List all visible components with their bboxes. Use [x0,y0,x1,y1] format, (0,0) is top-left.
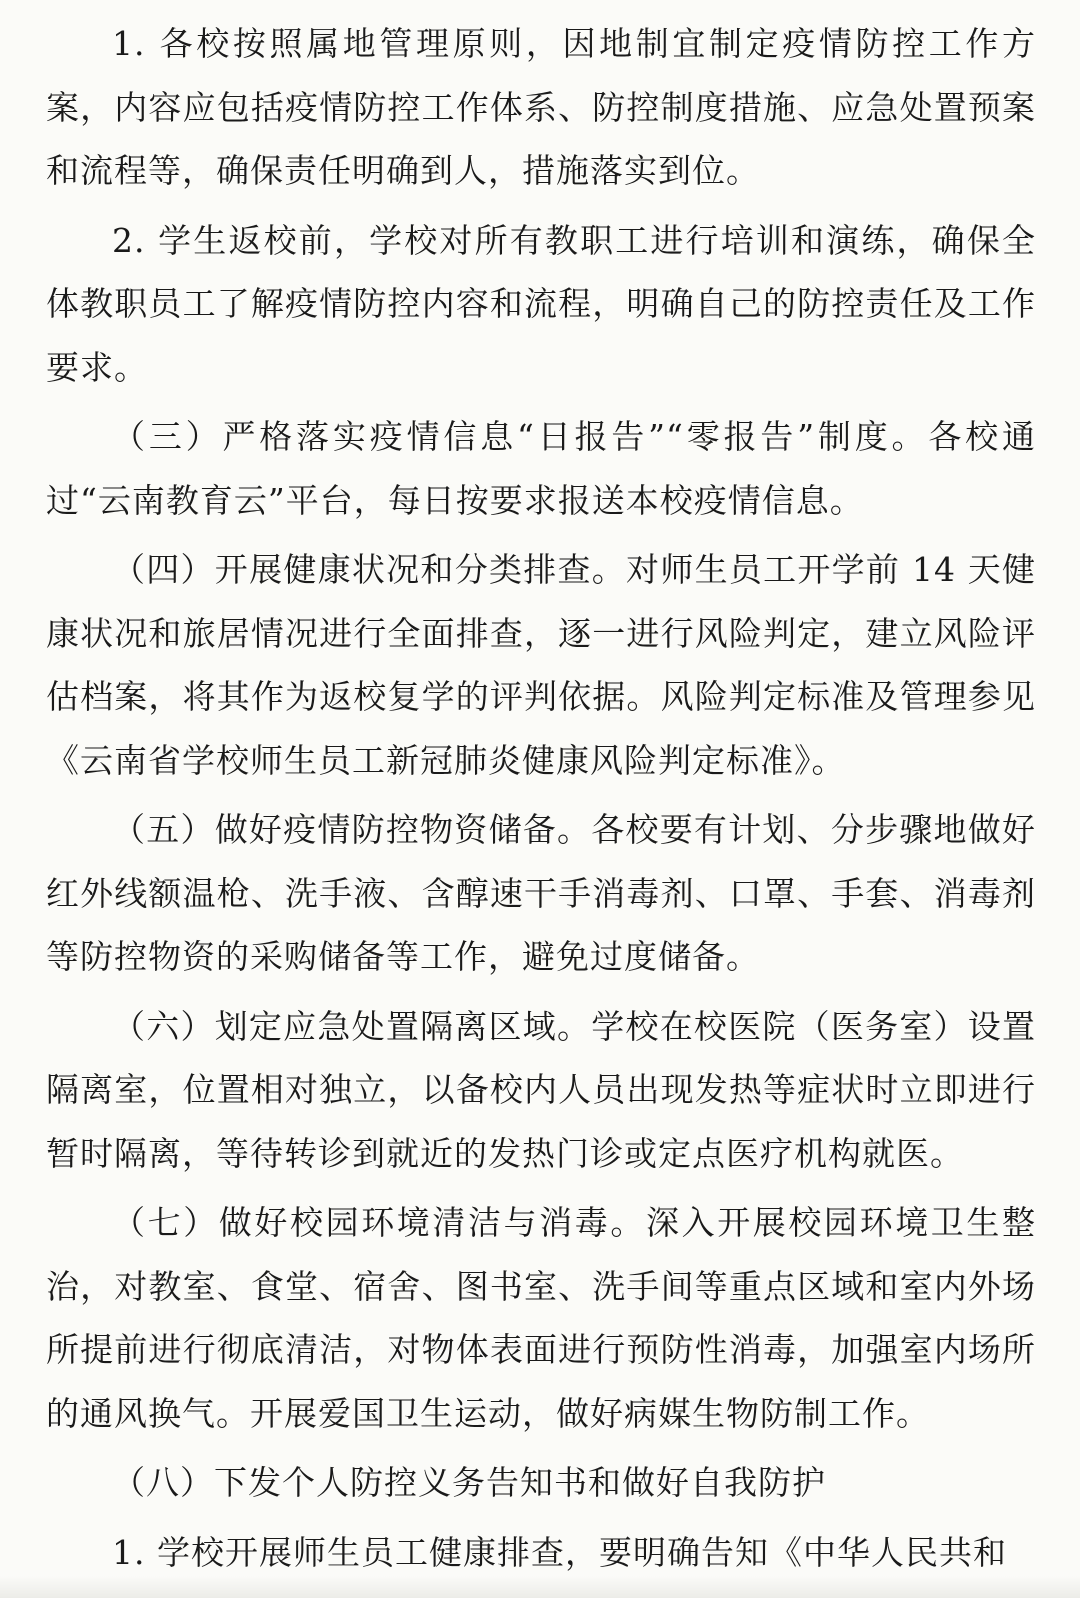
paragraph-2-training: 2. 学生返校前，学校对所有教职工进行培训和演练，确保全体教职员工了解疫情防控内容和流程，明确自己的防控责任及工作要求。 [46,220,1036,387]
paragraph-4-health-screening: （四）开展健康状况和分类排查。对师生员工开学前 14 天健康状况和旅居情况进行全面排查，逐一进行风险判定，建立风险评估档案，将其作为返校复学的评判依据。风险判定标准及管理参见《云南省学校师生员工新冠肺炎健康风险判定标准》。 [46,550,1036,780]
paragraph-9-notification: 1. 学校开展师生员工健康排查，要明确告知《中华人民共和 [112,1532,1007,1572]
paragraph-3-daily-report: （三）严格落实疫情信息“日报告”“零报告”制度。各校通过“云南教育云”平台，每日按要求报送本校疫情信息。 [46,417,1036,520]
paragraph-5-supplies: （五）做好疫情防控物资储备。各校要有计划、分步骤地做好红外线额温枪、洗手液、含醇速干手消毒剂、口罩、手套、消毒剂等防控物资的采购储备等工作，避免过度储备。 [46,810,1036,976]
paragraph-6-isolation-area: （六）划定应急处置隔离区域。学校在校医院（医务室）设置隔离室，位置相对独立，以备校内人员出现发热等症状时立即进行暂时隔离，等待转诊到就近的发热门诊或定点医疗机构就医。 [46,1006,1036,1173]
page-bottom-edge [0,1576,1080,1598]
document-page [46,12,1036,1590]
paragraph-8-heading: （八）下发个人防控义务告知书和做好自我防护 [112,1463,826,1502]
paragraph-1-scheme: 1. 各校按照属地管理原则，因地制宜制定疫情防控工作方案，内容应包括疫情防控工作体系、防控制度措施、应急处置预案和流程等，确保责任明确到人，措施落实到位。 [46,24,1036,190]
paragraph-7-cleaning: （七）做好校园环境清洁与消毒。深入开展校园环境卫生整治，对教室、食堂、宿舍、图书室、洗手间等重点区域和室内外场所提前进行彻底清洁，对物体表面进行预防性消毒，加强室内场所的通风换气。开展爱国卫生运动，做好病媒生物防制工作。 [46,1203,1036,1433]
